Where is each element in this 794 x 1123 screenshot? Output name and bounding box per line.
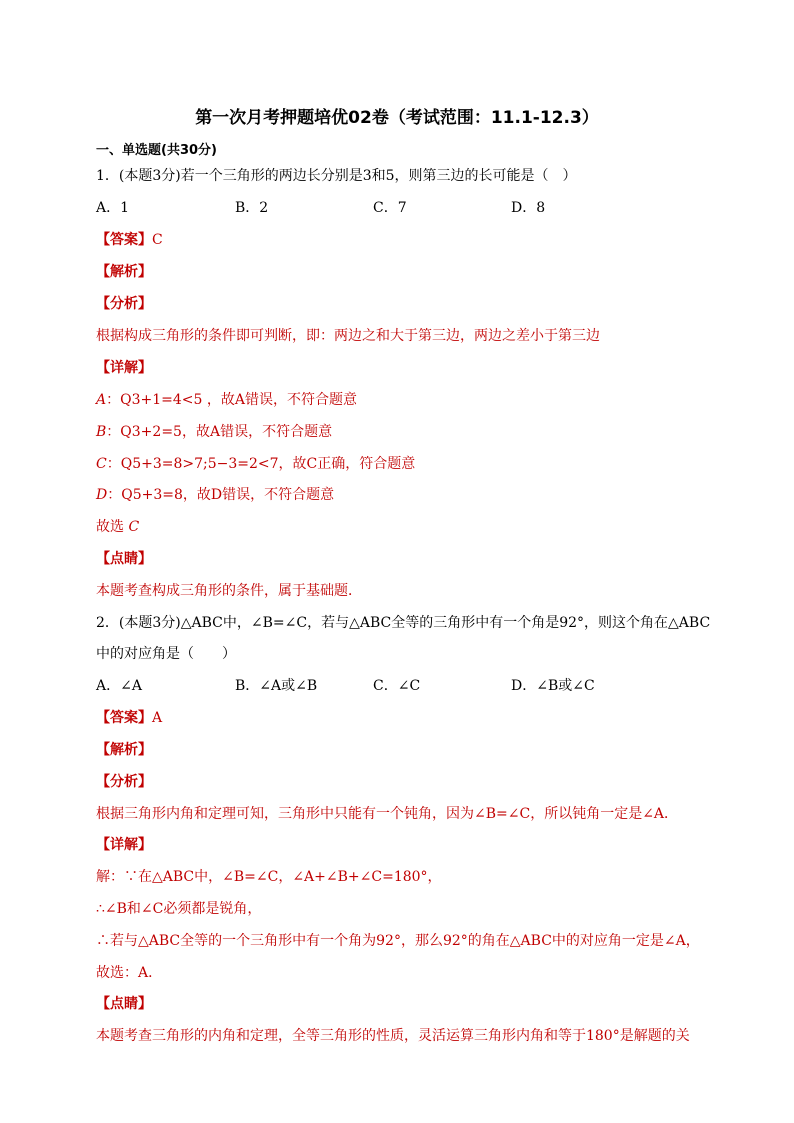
answer-value: C — [152, 232, 163, 248]
q2-detail-line2: ∴∠B和∠C必须都是锐角， — [96, 901, 262, 917]
q1-detail-b — [96, 422, 332, 442]
q1-dianjing-text: 本题考查构成三角形的条件，属于基础题． — [96, 583, 362, 599]
detail-label: B — [96, 424, 107, 440]
answer-value: A — [152, 710, 163, 726]
q2-option-d: D．∠B或∠C — [511, 678, 595, 694]
detail-text: ：Q5+3=8，故D错误，不符合题意 — [107, 487, 335, 503]
detail-label: D — [96, 487, 108, 503]
q1-detail-c — [96, 454, 415, 474]
answer-tag: 【答案】 — [96, 232, 152, 248]
q2-fenxi-tag: 【分析】 — [96, 774, 152, 790]
q2-option-c: C．∠C — [373, 678, 421, 694]
section-heading: 一、单选题(共30分) — [96, 143, 217, 158]
q1-detail-a — [96, 390, 357, 410]
q2-jiexi-tag: 【解析】 — [96, 742, 152, 758]
q2-detail-line1: 解：∵在△ABC中，∠B=∠C，∠A+∠B+∠C=180°， — [96, 869, 442, 885]
q2-dianjing-text: 本题考查三角形的内角和定理，全等三角形的性质，灵活运算三角形内角和等于180°是解题的关 — [96, 1028, 690, 1044]
question-2-stem-line1: 2．(本题3分)△ABC中，∠B=∠C，若与△ABC全等的三角形中有一个角是92°，则这个角在△ABC — [96, 615, 711, 631]
q2-option-a: A．∠A — [96, 678, 142, 694]
detail-text: ：Q3+1=4<5 ，故A错误，不符合题意 — [106, 392, 357, 408]
detail-label: C — [96, 456, 107, 472]
q1-fenxi-text: 根据构成三角形的条件即可判断，即：两边之和大于第三边，两边之差小于第三边 — [96, 328, 600, 344]
q1-option-c: C．7 — [373, 200, 407, 216]
q2-detail-line4: 故选：A． — [96, 965, 163, 981]
q1-xiangjie-tag: 【详解】 — [96, 360, 152, 376]
q1-option-a: A．1 — [96, 200, 130, 216]
q1-detail-d — [96, 485, 334, 505]
page-title: 第一次月考押题培优02卷（考试范围：11.1-12.3） — [195, 108, 599, 128]
q1-option-b: B．2 — [235, 200, 269, 216]
q1-fenxi-tag: 【分析】 — [96, 296, 152, 312]
guxuan-label: 故选 — [96, 519, 124, 535]
detail-label: A — [96, 392, 107, 408]
q1-guxuan — [96, 517, 139, 537]
q2-detail-line3: ∴若与△ABC全等的一个三角形中有一个角为92°，那么92°的角在△ABC中的对应角一定是∠A， — [96, 933, 700, 949]
q2-fenxi-text: 根据三角形内角和定理可知，三角形中只能有一个钝角，因为∠B=∠C，所以钝角一定是∠A． — [96, 806, 679, 822]
q1-dianjing-tag: 【点睛】 — [96, 551, 152, 567]
q1-answer-line — [96, 230, 163, 250]
q1-jiexi-tag: 【解析】 — [96, 264, 152, 280]
question-2-stem-line2: 中的对应角是（ ） — [96, 646, 236, 662]
q2-xiangjie-tag: 【详解】 — [96, 837, 152, 853]
question-1-stem: 1．(本题3分)若一个三角形的两边长分别是3和5，则第三边的长可能是（ ） — [96, 168, 577, 184]
q2-dianjing-tag: 【点睛】 — [96, 996, 152, 1012]
q2-option-b: B．∠A或∠B — [235, 678, 318, 694]
q1-option-d: D．8 — [511, 200, 546, 216]
detail-text: ：Q5+3=8>7;5−3=2<7，故C正确，符合题意 — [106, 456, 416, 472]
answer-tag: 【答案】 — [96, 710, 152, 726]
detail-text: ：Q3+2=5，故A错误，不符合题意 — [106, 424, 333, 440]
q2-answer-line — [96, 708, 162, 728]
guxuan-value: C — [128, 519, 140, 535]
